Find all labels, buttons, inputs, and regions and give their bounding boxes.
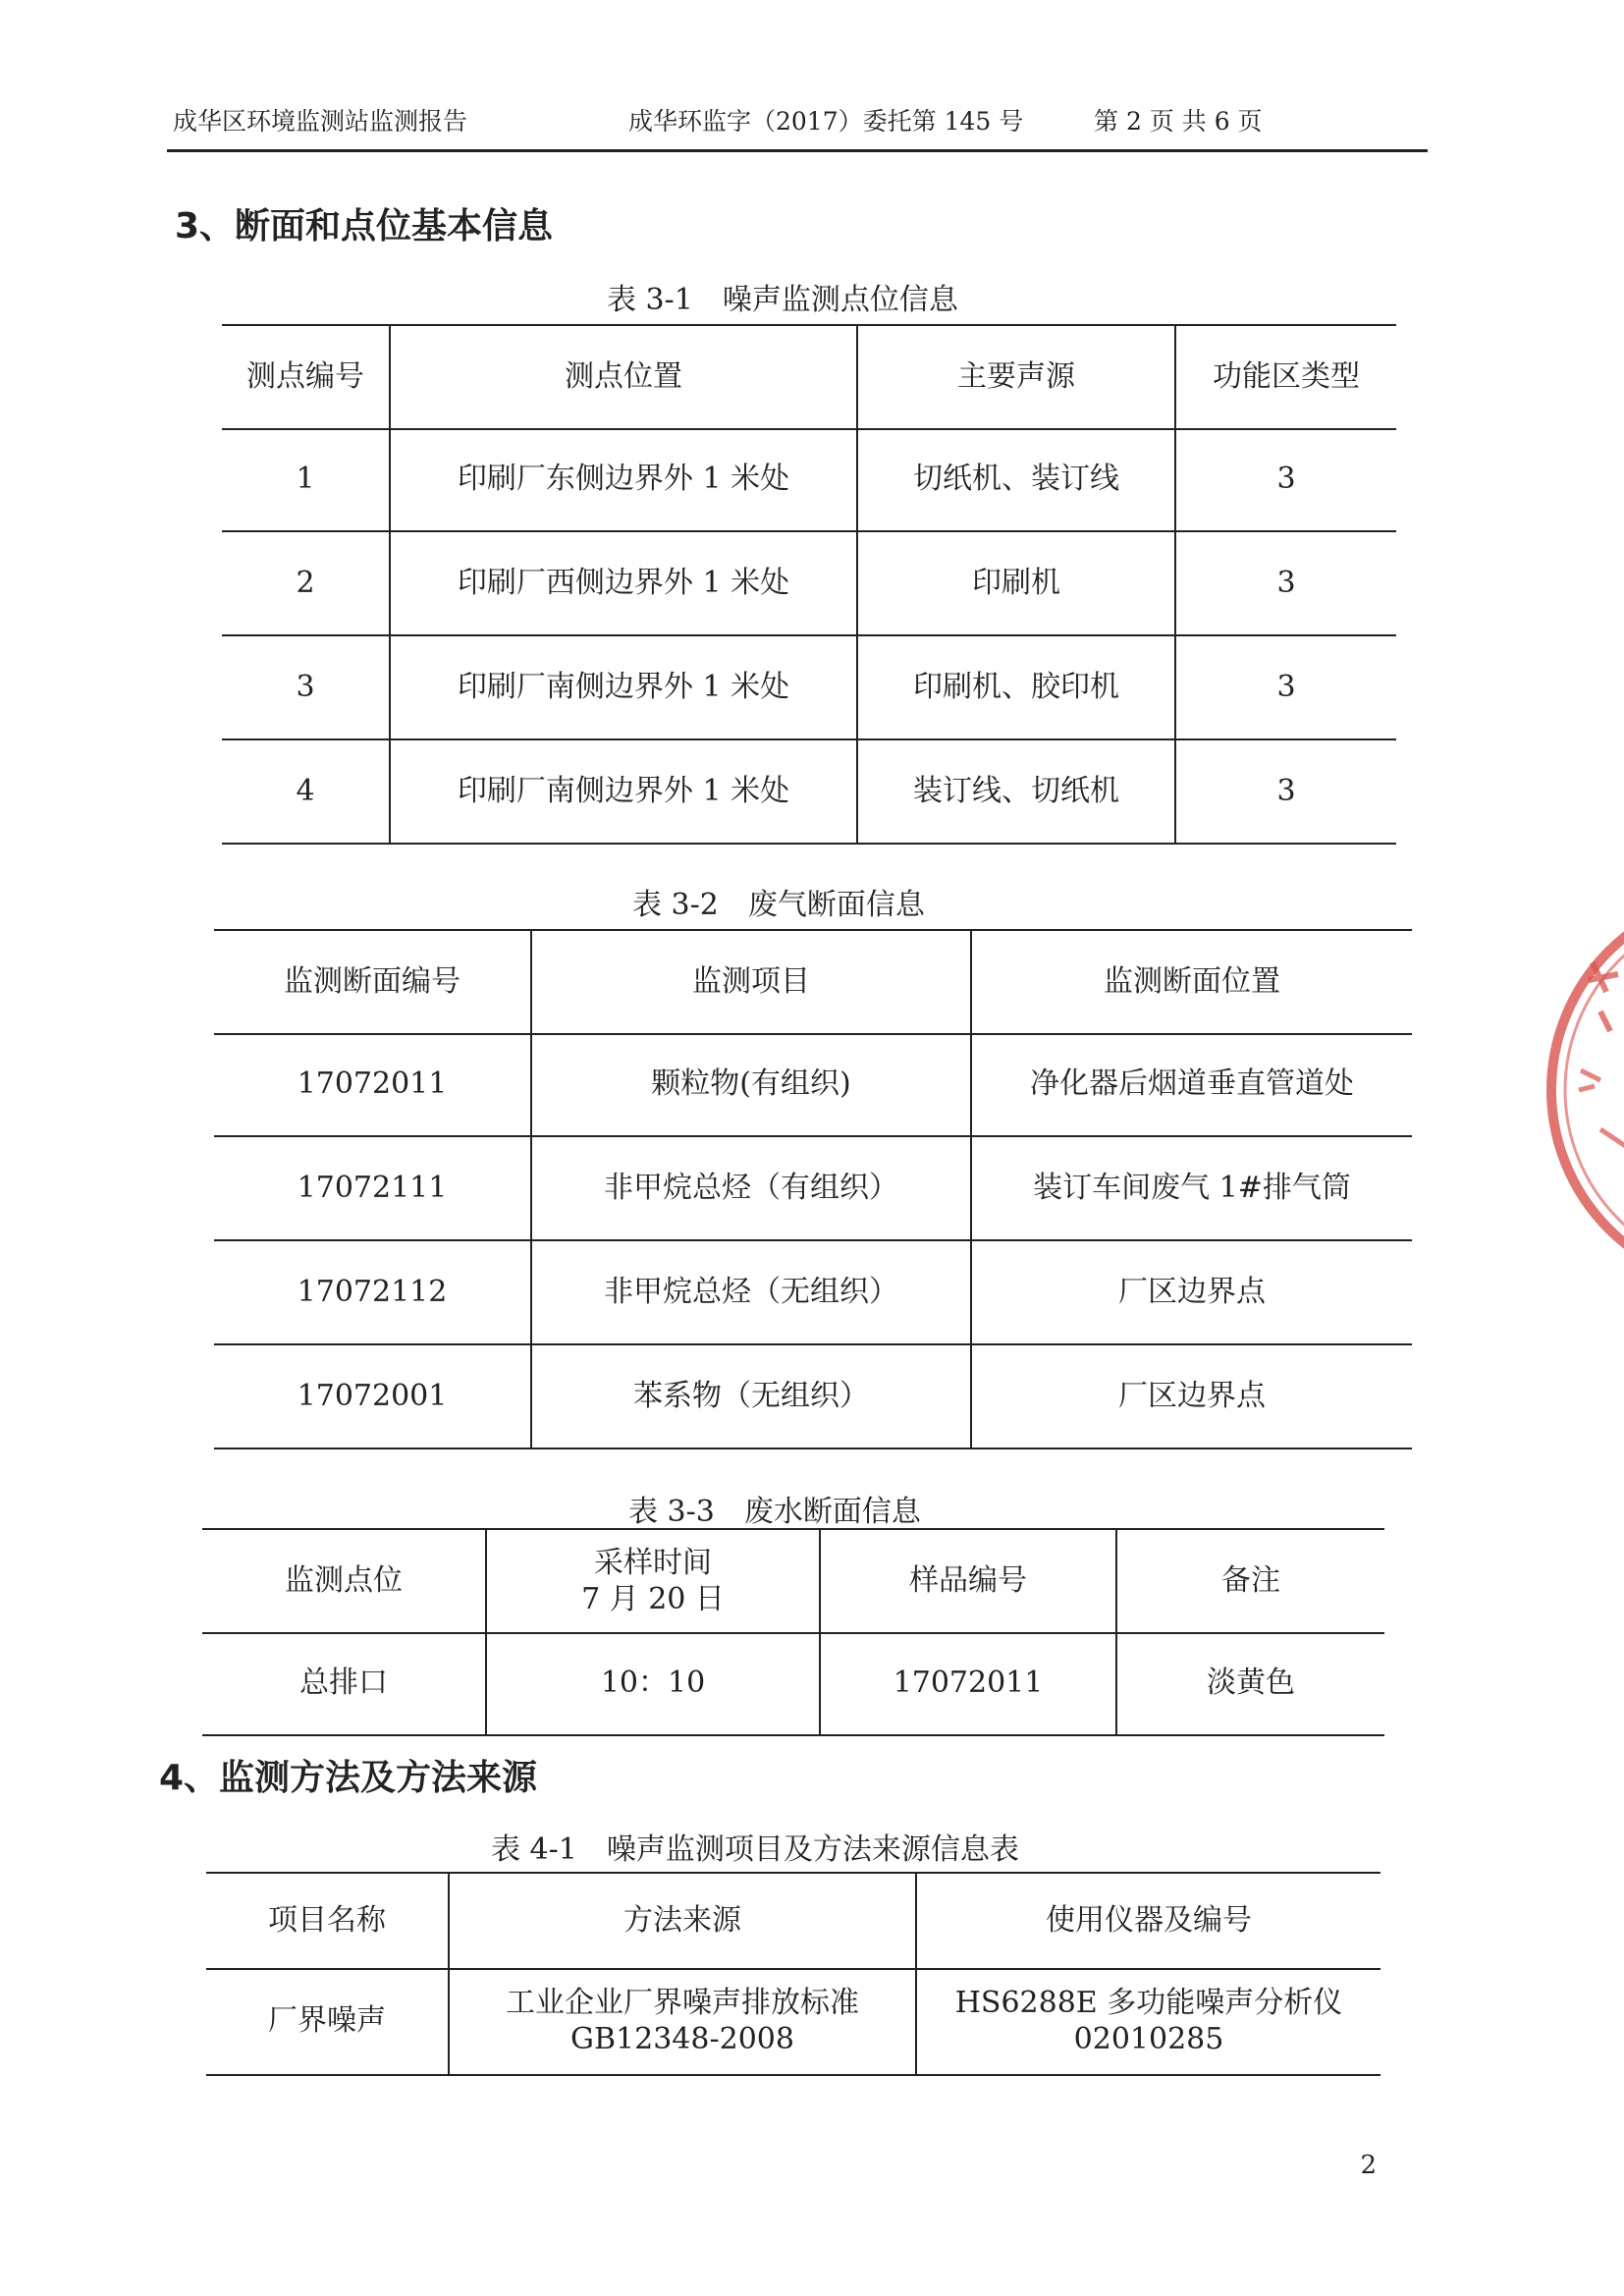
page-number: 2 [1360, 2151, 1377, 2180]
table-cell: 印刷厂西侧边界外 1 米处 [391, 532, 858, 634]
table-cell: 1 [222, 428, 391, 530]
col-header: 测点位置 [391, 326, 858, 428]
table-cell: 印刷厂南侧边界外 1 米处 [391, 636, 858, 738]
table-4-1-caption: 表 4-1 噪声监测项目及方法来源信息表 [491, 1832, 1019, 1867]
col-header-date: 7 月 20 日 [581, 1582, 725, 1616]
col-header: 测点编号 [222, 326, 391, 428]
section-3-title: 3、断面和点位基本信息 [175, 206, 554, 246]
col-header: 样品编号 [821, 1530, 1117, 1632]
table-cell: 10：10 [487, 1632, 821, 1734]
table-cell: 印刷厂东侧边界外 1 米处 [391, 428, 858, 530]
col-header: 监测点位 [202, 1530, 487, 1632]
header-page-info: 第 2 页 共 6 页 [1094, 107, 1263, 136]
col-header: 项目名称 [206, 1874, 450, 1968]
table-cell: 总排口 [202, 1632, 487, 1734]
instrument-cell [917, 1968, 1380, 2074]
table-cell: 3 [1276, 566, 1296, 601]
table-cell: 装订线、切纸机 [858, 740, 1176, 843]
table-cell: 非甲烷总烃（无组织） [532, 1241, 972, 1343]
table-row [214, 1033, 1412, 1137]
method-source-cell [450, 1968, 917, 2074]
table-cell: 17072001 [214, 1345, 532, 1448]
table-cell: 3 [1276, 670, 1296, 705]
table-3-1-caption: 表 3-1 噪声监测点位信息 [607, 283, 958, 317]
table-cell: 装订车间废气 1#排气筒 [1033, 1171, 1351, 1206]
col-header: 使用仪器及编号 [1046, 1903, 1252, 1939]
table-row [214, 1241, 1412, 1345]
table-cell: 厂区边界点 [1118, 1275, 1266, 1310]
table-3-3 [202, 1528, 1384, 1744]
table-cell: 17072011 [214, 1033, 532, 1135]
table-header-row [214, 929, 1412, 1035]
table-cell: 2 [222, 532, 391, 634]
section-4-title: 4、监测方法及方法来源 [159, 1758, 538, 1798]
table-header-row [206, 1872, 1380, 1970]
header-doc-number: 成华环监字（2017）委托第 145 号 [628, 107, 1024, 136]
col-header-label: 采样时间 [594, 1545, 712, 1580]
table-cell: 印刷厂南侧边界外 1 米处 [391, 740, 858, 843]
col-header: 功能区类型 [1213, 359, 1360, 395]
table-cell: 17072111 [214, 1137, 532, 1239]
col-header: 监测断面位置 [1104, 964, 1280, 1000]
table-cell: 非甲烷总烃（有组织） [532, 1137, 972, 1239]
table-cell: 4 [222, 740, 391, 843]
col-header-sampling-time [487, 1530, 821, 1632]
header-rule [167, 149, 1428, 152]
seal-stamp-icon [1532, 923, 1624, 1257]
col-header: 方法来源 [450, 1874, 917, 1968]
table-3-2-caption: 表 3-2 废气断面信息 [632, 888, 925, 922]
official-seal-fragment [1532, 923, 1624, 1257]
instrument-serial: 02010285 [1073, 2022, 1224, 2056]
table-row [206, 1968, 1380, 2076]
method-standard-name: 工业企业厂界噪声排放标准 [506, 1985, 859, 2020]
table-cell: 印刷机、胶印机 [858, 636, 1176, 738]
header-org: 成华区环境监测站监测报告 [173, 107, 468, 136]
col-header: 备注 [1221, 1563, 1280, 1599]
table-row [222, 428, 1396, 532]
col-header: 监测项目 [532, 931, 972, 1033]
table-header-row [222, 324, 1396, 430]
table-row [202, 1632, 1384, 1736]
table-row [222, 532, 1396, 636]
table-cell: 颗粒物(有组织) [532, 1033, 972, 1135]
col-header: 监测断面编号 [214, 931, 532, 1033]
table-cell: 3 [222, 636, 391, 738]
table-cell: 印刷机 [858, 532, 1176, 634]
table-3-3-caption: 表 3-3 废水断面信息 [628, 1495, 921, 1529]
method-standard-code: GB12348-2008 [570, 2022, 794, 2056]
instrument-name: HS6288E 多功能噪声分析仪 [954, 1985, 1343, 2020]
table-row [222, 636, 1396, 740]
table-cell: 厂区边界点 [1118, 1379, 1266, 1414]
table-4-1 [206, 1872, 1380, 2088]
table-cell: 3 [1276, 462, 1296, 497]
table-cell: 17072112 [214, 1241, 532, 1343]
table-row [214, 1345, 1412, 1449]
table-cell: 苯系物（无组织） [532, 1345, 972, 1448]
table-cell: 17072011 [821, 1632, 1117, 1734]
table-row [214, 1137, 1412, 1241]
table-cell: 净化器后烟道垂直管道处 [1030, 1066, 1354, 1102]
table-header-row [202, 1528, 1384, 1634]
table-3-2 [214, 929, 1412, 1459]
table-3-1 [222, 324, 1396, 854]
col-header: 主要声源 [858, 326, 1176, 428]
table-cell: 厂界噪声 [206, 1968, 450, 2074]
table-cell: 淡黄色 [1207, 1666, 1295, 1701]
table-row [222, 740, 1396, 845]
table-cell: 切纸机、装订线 [858, 428, 1176, 530]
table-cell: 3 [1276, 774, 1296, 809]
